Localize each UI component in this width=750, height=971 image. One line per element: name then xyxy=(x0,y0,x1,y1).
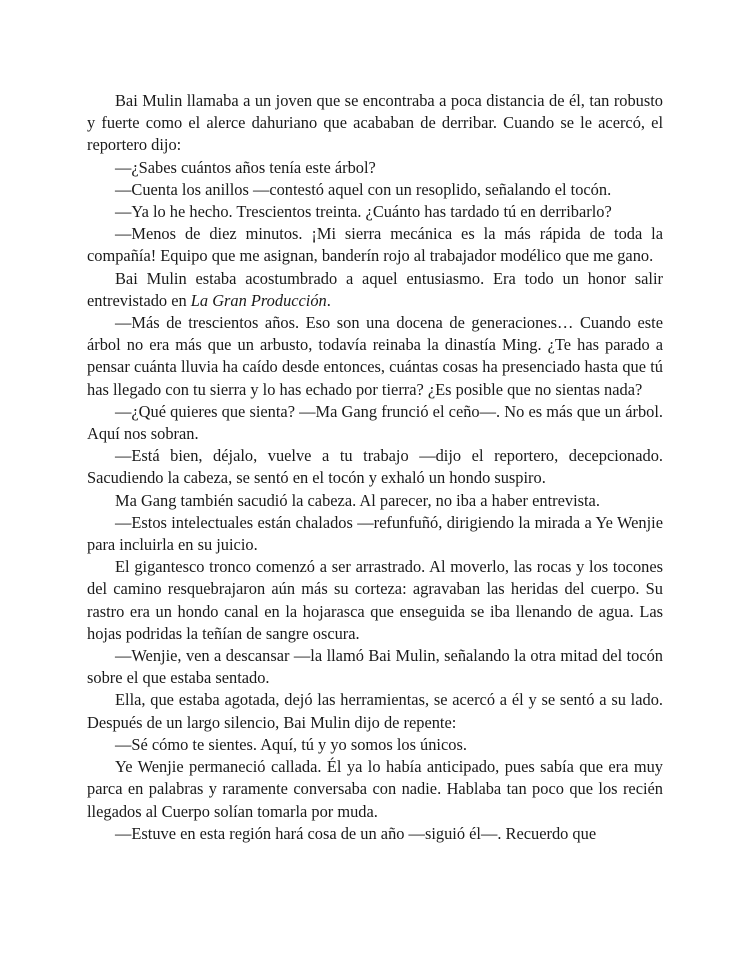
paragraph: —Más de trescientos años. Eso son una docena de generaciones… Cuando este árbol no era más que un arbusto, todavía reinaba la dinastía Ming. ¿Te has parado a pensar cuánta lluvia ha caído desde entonces, cuántas cosas ha presenciado hasta que tú has llegado con tu sierra y lo has echado por tierra? ¿Es posible que no sientas nada? xyxy=(87,313,663,399)
paragraph: —Estos intelectuales están chalados —refunfuñó, dirigiendo la mirada a Ye Wenjie para incluirla en su juicio. xyxy=(87,512,663,555)
paragraph xyxy=(87,268,663,312)
paragraph: Ma Gang también sacudió la cabeza. Al parecer, no iba a haber entrevista. xyxy=(115,490,600,510)
paragraph: —¿Sabes cuántos años tenía este árbol? xyxy=(115,157,376,177)
paragraph: Bai Mulin llamaba a un joven que se encontraba a poca distancia de él, tan robusto y fuerte como el alerce dahuriano que acababan de derribar. Cuando se le acercó, el reportero dijo: xyxy=(87,91,663,155)
paragraph: —Ya lo he hecho. Trescientos treinta. ¿Cuánto has tardado tú en derribarlo? xyxy=(115,202,612,222)
paragraph: El gigantesco tronco comenzó a ser arrastrado. Al moverlo, las rocas y los tocones del camino resquebrajaron aún más su corteza: agravaban las heridas del cuerpo. Su rastro era un hondo canal en la hojarasca que enseguida se iba llenando de agua. Las hojas podridas la teñían de sangre oscura. xyxy=(87,557,663,643)
paragraph: —Sé cómo te sientes. Aquí, tú y yo somos los únicos. xyxy=(115,734,467,754)
paragraph: Ella, que estaba agotada, dejó las herramientas, se acercó a él y se sentó a su lado. Después de un largo silencio, Bai Mulin dijo de repente: xyxy=(87,690,663,732)
paragraph-text: . xyxy=(326,290,331,310)
paragraph: —Wenjie, ven a descansar —la llamó Bai Mulin, señalando la otra mitad del tocón sobre el que estaba sentado. xyxy=(87,646,663,688)
publication-title: La Gran Producción xyxy=(190,290,327,310)
paragraph-text: Bai Mulin estaba acostumbrado a aquel entusiasmo. Era todo un honor salir entrevistado en xyxy=(87,268,663,310)
page-text xyxy=(87,90,663,845)
paragraph: —Cuenta los anillos —contestó aquel con un resoplido, señalando el tocón. xyxy=(115,179,612,199)
paragraph: —Está bien, déjalo, vuelve a tu trabajo —dijo el reportero, decepcionado. Sacudiendo la cabeza, se sentó en el tocón y exhaló un hondo suspiro. xyxy=(87,446,663,488)
paragraph: —¿Qué quieres que sienta? —Ma Gang frunció el ceño—. No es más que un árbol. Aquí nos sobran. xyxy=(87,401,663,444)
paragraph: —Menos de diez minutos. ¡Mi sierra mecánica es la más rápida de toda la compañía! Equipo que me asignan, banderín rojo al trabajador modélico que me gano. xyxy=(87,224,663,266)
paragraph: —Estuve en esta región hará cosa de un año —siguió él—. Recuerdo que xyxy=(115,823,597,843)
paragraph: Ye Wenjie permaneció callada. Él ya lo había anticipado, pues sabía que era muy parca en palabras y raramente conversaba con nadie. Hablaba tan poco que los recién llegados al Cuerpo solían tomarla por muda. xyxy=(87,757,663,821)
